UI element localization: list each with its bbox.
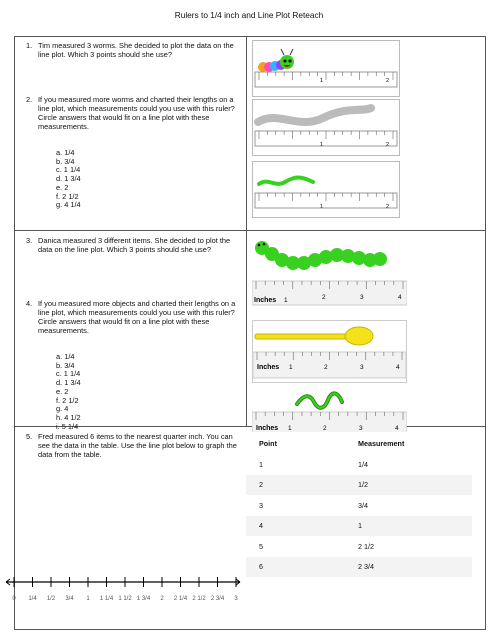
question-number: 4.: [26, 299, 33, 308]
ruler-label-4: 4: [398, 294, 402, 301]
answer-option[interactable]: f. 2 1/2: [56, 191, 79, 201]
line-plot-tick-label: 3: [234, 596, 238, 602]
ruler-label-1: 1: [284, 297, 288, 304]
question-number: 1.: [26, 41, 33, 50]
column-divider: [246, 37, 247, 426]
answer-option[interactable]: e. 2: [56, 182, 69, 192]
ruler-inches-label: Inches: [256, 425, 279, 432]
answer-option[interactable]: f. 2 1/2: [56, 395, 79, 405]
table-header-cell: Point: [246, 432, 345, 454]
line-plot-tick-label: 1 1/2: [118, 596, 132, 602]
question-4: [26, 299, 243, 335]
answer-option[interactable]: c. 1 1/4: [56, 165, 81, 175]
segmented-worm-illustration: [255, 241, 387, 270]
row-divider: [15, 426, 485, 427]
question-text: Danica measured 3 different items. She decided to plot the data on the line plot. Which 3 points should she use?: [38, 236, 231, 254]
ruler-label-2: 2: [322, 294, 326, 301]
answer-option[interactable]: b. 3/4: [56, 360, 75, 370]
answer-options-q2: [56, 149, 81, 210]
answer-option[interactable]: d. 1 3/4: [56, 378, 81, 388]
caterpillar-ruler-image: [252, 40, 400, 97]
answer-option[interactable]: a. 1/4: [56, 352, 75, 361]
line-plot-tick-label: 3/4: [65, 596, 74, 602]
line-plot-tick-label: 2 3/4: [210, 596, 225, 602]
answer-option[interactable]: e. 2: [56, 386, 69, 396]
ruler-inches-label: Inches: [254, 297, 277, 304]
table-cell: 1: [345, 516, 472, 537]
question-number: 3.: [26, 236, 33, 245]
ruler-label-4: 4: [396, 364, 400, 371]
table-cell: 4: [246, 516, 345, 537]
question-number: 2.: [26, 95, 33, 104]
table-header-row: [246, 432, 472, 454]
table-cell: 3/4: [358, 500, 368, 510]
table-cell: 2: [246, 475, 345, 496]
table-cell: 6: [246, 557, 345, 578]
line-plot-tick-label: 1: [86, 596, 90, 602]
spoon-ruler-image: [252, 320, 407, 383]
table-row: [246, 516, 472, 537]
green-worm-ruler-image: [252, 161, 400, 218]
ruler-label-3: 3: [359, 425, 363, 432]
line-plot-tick-label: 1/4: [28, 596, 37, 602]
page-title: Rulers to 1/4 inch and Line Plot Reteach: [174, 10, 324, 20]
caterpillar-illustration: [258, 49, 294, 72]
table-row: [246, 536, 472, 557]
line-plot[interactable]: [4, 572, 242, 608]
answer-option[interactable]: g. 4: [56, 404, 69, 414]
table-cell: 1/2: [345, 475, 472, 496]
question-number: 5.: [26, 432, 33, 441]
line-plot-svg: [4, 572, 242, 608]
line-plot-tick-label: 1/2: [46, 596, 56, 602]
ruler-label-2: 2: [386, 204, 390, 210]
ruler-label-2: 2: [324, 364, 328, 371]
table-row: [246, 454, 472, 475]
line-plot-tick-label: 0: [12, 596, 16, 602]
ruler-label-2: 2: [386, 78, 390, 84]
table-cell: 3: [259, 500, 263, 510]
answer-option[interactable]: i. 5 1/4: [56, 421, 79, 431]
ruler-label-4: 4: [395, 425, 399, 432]
ruler-label-1: 1: [320, 142, 324, 148]
answer-option[interactable]: d. 1 3/4: [56, 174, 81, 184]
gray-worm-ruler-image: [252, 99, 400, 156]
segmented-worm-ruler-image: [252, 232, 407, 306]
row-divider: [15, 230, 485, 231]
snake-ruler-image: [252, 386, 407, 434]
line-plot-tick-label: 1 1/4: [99, 596, 114, 602]
table-cell: 2 1/2: [358, 541, 374, 551]
line-plot-tick-label: 2: [160, 596, 164, 602]
ruler-label-1: 1: [320, 204, 324, 210]
answer-option[interactable]: b. 3/4: [56, 156, 75, 166]
question-text: Tim measured 3 worms. She decided to plot the data on the line plot. Which 3 points should she use?: [38, 41, 234, 59]
table-row: [246, 495, 472, 516]
answer-option[interactable]: c. 1 1/4: [56, 369, 81, 379]
ruler-label-1: 1: [289, 364, 293, 371]
ruler-label-3: 3: [360, 364, 364, 371]
question-3: [26, 236, 243, 254]
question-5: [26, 432, 243, 459]
table-cell: 5: [259, 541, 263, 551]
question-text: If you measured more objects and charted their lengths on a line plot, which measurements could you use with this ruler? Circle answers that would fit on a line plot with these measurements.: [38, 299, 236, 335]
answer-options-q4: [56, 353, 81, 431]
question-1: [26, 41, 243, 59]
line-plot-tick-label: 2 1/4: [173, 596, 188, 602]
question-2: [26, 95, 243, 131]
answer-option[interactable]: a. 1/4: [56, 148, 75, 157]
question-text: If you measured more worms and charted their lengths on a line plot, which measurements could you use with this ruler? Circle answers that would fit on a line plot with these measurements.: [38, 95, 235, 131]
table-cell: 1: [259, 459, 263, 469]
question-text: Fred measured 6 items to the nearest quarter inch. You can see the data in the table. Use the line plot below to graph the data from the table.: [38, 432, 237, 459]
measurement-table: [246, 432, 472, 577]
table-header-cell: Measurement: [345, 432, 472, 454]
table-row: [246, 557, 472, 578]
answer-option[interactable]: g. 4 1/4: [56, 200, 81, 210]
ruler-label-1: 1: [320, 78, 324, 84]
ruler-label-2: 2: [386, 142, 390, 148]
line-plot-tick-label: 1 3/4: [136, 596, 151, 602]
table-cell: 2 3/4: [345, 557, 472, 578]
table-row: [246, 475, 472, 496]
ruler-inches-label: Inches: [257, 364, 280, 371]
ruler-label-3: 3: [360, 294, 364, 301]
ruler-label-1: 1: [288, 425, 292, 432]
ruler-label-2: 2: [323, 425, 327, 432]
table-cell: 1/4: [358, 459, 368, 469]
answer-option[interactable]: h. 4 1/2: [56, 412, 81, 422]
line-plot-tick-label: 2 1/2: [192, 596, 206, 602]
